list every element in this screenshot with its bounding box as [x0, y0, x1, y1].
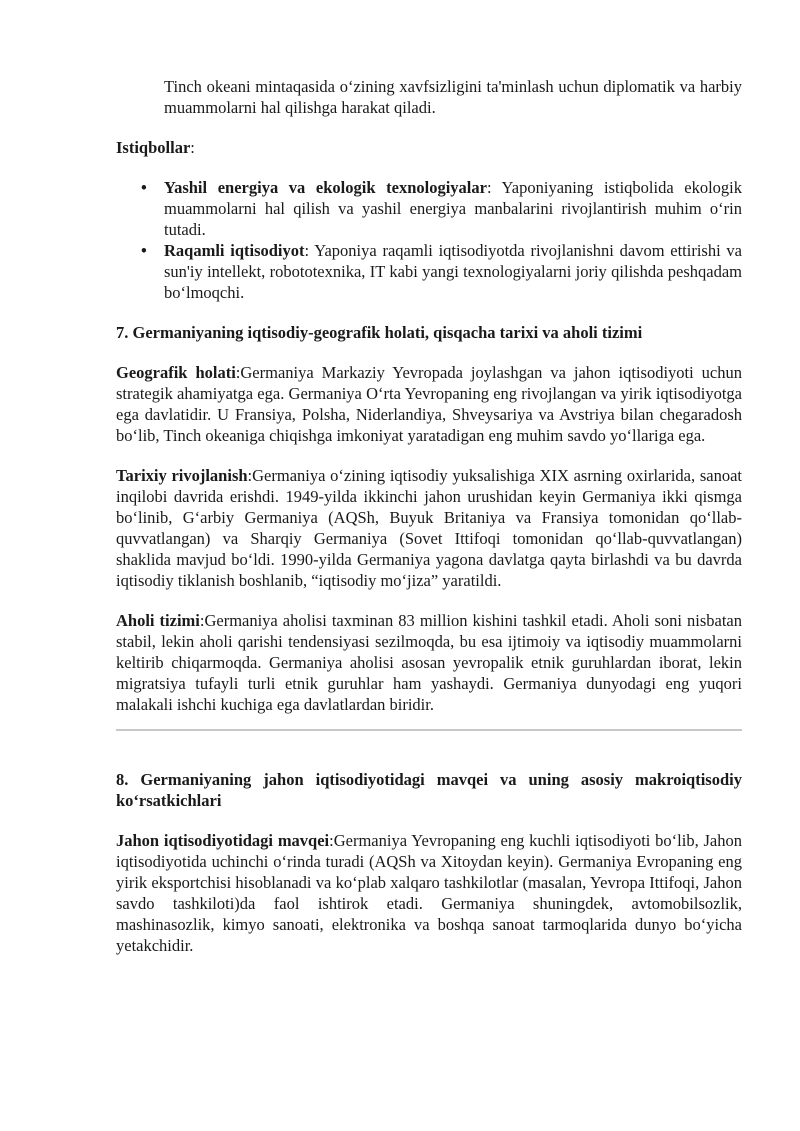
- paragraph-text: :Germaniya Yevropaning eng kuchli iqtisodiyoti bo‘lib, Jahon iqtisodiyotida uchinchi o‘rinda turadi (AQSh va Xitoydan keyin). Germaniya Evropaning eng yirik eksportchisi hisoblanadi va ko‘plab xalqaro tashkilotlar (masalan, Yevropa Ittifoqi, Jahon savdo tashkiloti)da faol ishtirok etadi. Germaniya shuningdek, avtomobilsozlik, mashinasozlik, kimyo sanoati, elektronika va boshqa sanoat tarmoqlarida dunyo bo‘yicha yetakchidir.: [116, 831, 742, 955]
- paragraph-term: Tarixiy rivojlanish: [116, 466, 248, 485]
- prospects-heading-suffix: :: [190, 138, 195, 157]
- document-page: [116, 76, 742, 956]
- prospects-heading: [116, 137, 742, 158]
- section-8-paragraph-world-position: [116, 830, 742, 956]
- paragraph-term: Aholi tizimi: [116, 611, 200, 630]
- section-7-paragraph-geography: [116, 362, 742, 446]
- section-8-title: 8. Germaniyaning jahon iqtisodiyotidagi mavqei va uning asosiy makroiqtisodiy ko‘rsatkichlari: [116, 770, 742, 810]
- paragraph-term: Geografik holati: [116, 363, 236, 382]
- bullet-icon: •: [141, 241, 147, 260]
- list-item: [116, 240, 742, 303]
- paragraph-term: Jahon iqtisodiyotidagi mavqei: [116, 831, 330, 850]
- paragraph-text: :Germaniya aholisi taxminan 83 million kishini tashkil etadi. Aholi soni nisbatan stabil, lekin aholi qarishi tendensiyasi sezilmoqda, bu esa ijtimoiy va iqtisodiy muammolarni keltirib chiqarmoqda. Germaniya aholisi asosan yevropalik etnik guruhlardan iborat, lekin migratsiya tufayli turli etnik guruhlar ham yashaydi. Germaniya dunyodagi eng yuqori malakali ishchi kuchiga ega davlatlardan biridir.: [116, 611, 743, 714]
- list-item-term: Raqamli iqtisodiyot: [164, 241, 305, 260]
- prospects-heading-label: Istiqbollar: [116, 138, 191, 157]
- section-7-title: 7. Germaniyaning iqtisodiy-geografik holati, qisqacha tarixi va aholi tizimi: [116, 323, 643, 342]
- list-item-text: : Yaponiya raqamli iqtisodiyotda rivojlanishni davom ettirishi va sun'iy intellekt, robototexnika, IT kabi yangi texnologiyalarni joriy qilishda peshqadam bo‘lmoqchi.: [164, 241, 742, 302]
- prospects-list: [116, 177, 742, 303]
- horizontal-divider: [116, 729, 742, 731]
- paragraph-text: :Germaniya Markaziy Yevropada joylashgan va jahon iqtisodiyoti uchun strategik ahamiyatga ega. Germaniya O‘rta Yevropaning eng rivojlangan va yirik iqtisodiyotga ega davlatidir. U Fransiya, Polsha, Niderlandiya, Shveysariya va Avstriya bilan chegaradosh bo‘lib, Tinch okeaniga chiqishga imkoniyat yaratadigan eng muhim savdo yo‘llariga ega.: [116, 363, 742, 445]
- paragraph-text: :Germaniya o‘zining iqtisodiy yuksalishiga XIX asrning oxirlarida, sanoat inqilobi davrida erishdi. 1949-yilda ikkinchi jahon urushidan keyin Germaniya ikki qismga bo‘linib, G‘arbiy Germaniya (AQSh, Buyuk Britaniya va Fransiya tomonidan qo‘llab-quvvatlangan) va Sharqiy Germaniya (Sovet Ittifoqi tomonidan qo‘llab-quvvatlangan) shaklida mavjud bo‘ldi. 1990-yilda Germaniya yagona davlatga qayta birlashdi va bu davrda iqtisodiy tiklanish boshlanib, “iqtisodiy mo‘jiza” yaratildi.: [116, 466, 743, 590]
- list-item-term: Yashil energiya va ekologik texnologiyalar: [164, 178, 487, 197]
- list-item: [116, 177, 742, 240]
- bullet-icon: •: [141, 178, 147, 197]
- list-item-text: : Yaponiyaning istiqbolida ekologik muammolarni hal qilish va yashil energiya manbalarini rivojlantirish muhim o‘rin tutadi.: [164, 178, 742, 239]
- section-7-paragraph-population: [116, 610, 742, 715]
- intro-continuation: Tinch okeani mintaqasida o‘zining xavfsizligini ta'minlash uchun diplomatik va harbiy muammolarni hal qilishga harakat qiladi.: [164, 77, 742, 117]
- section-7-paragraph-history: [116, 465, 742, 591]
